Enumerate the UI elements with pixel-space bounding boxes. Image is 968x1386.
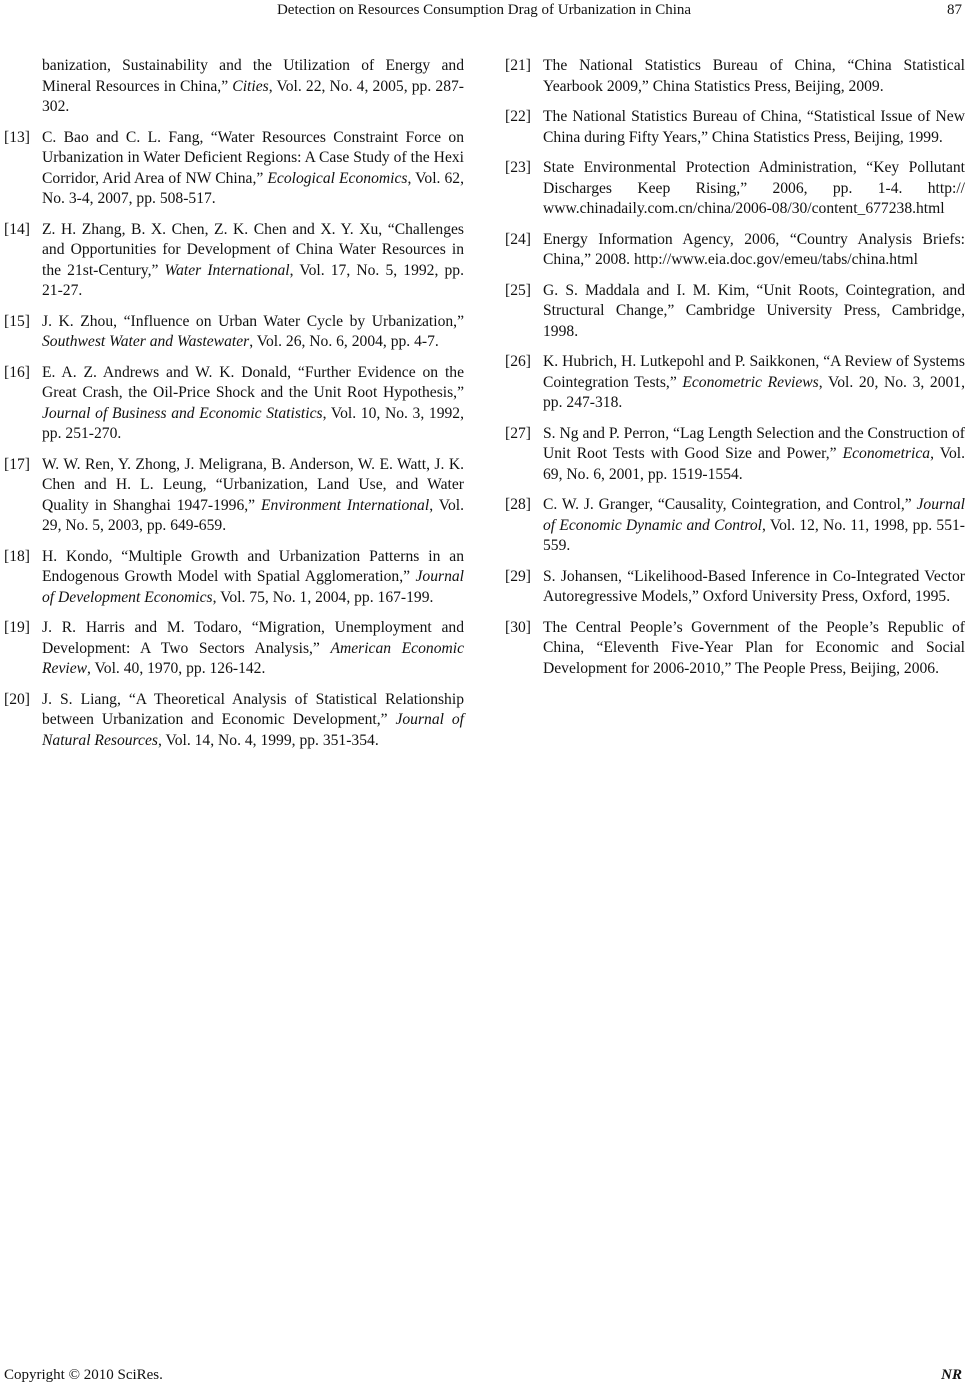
reference-text-part: W. W. Ren, Y. Zhong, J. Meligrana, B. Anderson, W. E. Watt, J. K. Chen and H. L. Leung, “Urbanization, Land Use, and Water Quality in Shanghai 1947-1996,” bbox=[42, 455, 464, 514]
reference-item bbox=[505, 230, 965, 271]
reference-text-part: , Vol. 29, No. 5, 2003, pp. 649-659. bbox=[42, 496, 464, 534]
reference-number: [18] bbox=[4, 547, 30, 565]
reference-text bbox=[42, 618, 464, 680]
reference-number: [21] bbox=[505, 57, 531, 74]
reference-item bbox=[4, 220, 464, 302]
reference-text bbox=[42, 455, 464, 537]
reference-text-part: banization, Sustainability and the Utilization of Energy and Mineral Resources in China,” bbox=[42, 57, 464, 95]
reference-number: [26] bbox=[505, 353, 531, 370]
reference-text-part: , Vol. 40, 1970, pp. 126-142. bbox=[87, 660, 266, 677]
reference-journal-title: Environment International bbox=[261, 496, 430, 514]
reference-item bbox=[505, 158, 965, 220]
reference-text-part: H. Kondo, “Multiple Growth and Urbanization Patterns in an Endogenous Growth Model with Spatial Agglomeration,” bbox=[42, 547, 464, 585]
reference-text-part: , Vol. 69, No. 6, 2001, pp. 1519-1554. bbox=[543, 445, 965, 483]
reference-item bbox=[4, 690, 464, 752]
reference-number: [23] bbox=[505, 159, 531, 176]
reference-journal-title: Journal of Natural Resources bbox=[42, 711, 464, 749]
reference-number: [19] bbox=[4, 619, 30, 636]
reference-number: [14] bbox=[4, 220, 30, 238]
reference-text-part: K. Hubrich, H. Lutkepohl and P. Saikkonen, “A Review of Systems Cointegration Tests,” bbox=[543, 353, 965, 391]
reference-text-part: The National Statistics Bureau of China, “Statistical Issue of New China during Fifty Years,” China Statistics Press, Beijing, 1999. bbox=[543, 108, 965, 146]
reference-text-part: , Vol. 75, No. 1, 2004, pp. 167-199. bbox=[212, 588, 434, 606]
reference-text-part: Energy Information Agency, 2006, “Country Analysis Briefs: China,” 2008. http://www.eia.doc.gov/emeu/tabs/china.html bbox=[543, 230, 965, 268]
reference-number: [17] bbox=[4, 455, 30, 473]
reference-text-part: , Vol. 62, No. 3-4, 2007, pp. 508-517. bbox=[42, 169, 465, 207]
reference-text bbox=[543, 567, 965, 608]
copyright-notice: Copyright © 2010 SciRes. bbox=[4, 1367, 163, 1383]
reference-text-part: , Vol. 20, No. 3, 2001, pp. 247-318. bbox=[543, 373, 965, 411]
reference-item bbox=[4, 547, 464, 609]
reference-text-part: C. W. J. Granger, “Causality, Cointegration, and Control,” bbox=[543, 496, 917, 513]
reference-journal-title: Journal of Economic Dynamic and Control bbox=[543, 496, 965, 534]
reference-text-part: State Environmental Protection Administration, “Key Pollutant Discharges Keep Rising,” 2006, pp. 1-4. http:// www.chinadaily.com.cn/china/2006-08/30/content_677238.html bbox=[543, 159, 965, 217]
reference-text-part: , Vol. 22, No. 4, 2005, pp. 287-302. bbox=[42, 77, 464, 115]
reference-continuation bbox=[4, 56, 464, 118]
reference-text-part: Z. H. Zhang, B. X. Chen, Z. K. Chen and X. Y. Xu, “Challenges and Opportunities for Development of China Water Resources in the 21st-Century,” bbox=[42, 220, 464, 279]
reference-text-part: , Vol. 10, No. 3, 1992, pp. 251-270. bbox=[42, 404, 464, 442]
reference-number: [28] bbox=[505, 496, 531, 513]
reference-journal-title: American Economic Review bbox=[42, 639, 465, 677]
reference-item bbox=[4, 128, 464, 210]
reference-item bbox=[505, 56, 965, 97]
reference-journal-title: Journal of Development Economics bbox=[42, 568, 464, 606]
reference-number: [24] bbox=[505, 230, 531, 248]
reference-text bbox=[543, 158, 965, 220]
reference-text bbox=[543, 424, 965, 486]
reference-text bbox=[543, 281, 965, 343]
reference-number: [25] bbox=[505, 281, 531, 299]
reference-text bbox=[543, 352, 965, 414]
reference-journal-title: Econometrica bbox=[842, 445, 931, 462]
reference-text bbox=[42, 363, 464, 445]
reference-text-part: G. S. Maddala and I. M. Kim, “Unit Roots, Cointegration, and Structural Change,” Cambridge University Press, Cambridge, 1998. bbox=[543, 281, 965, 340]
journal-abbreviation: NR bbox=[941, 1367, 962, 1383]
running-title: Detection on Resources Consumption Drag of Urbanization in China bbox=[276, 2, 692, 18]
reference-text-part: , Vol. 14, No. 4, 1999, pp. 351-354. bbox=[157, 731, 379, 749]
reference-item bbox=[505, 618, 965, 680]
reference-text-part: J. R. Harris and M. Todaro, “Migration, Unemployment and Development: A Two Sectors Analysis,” bbox=[42, 619, 464, 657]
reference-text-part: E. A. Z. Andrews and W. K. Donald, “Further Evidence on the Great Crash, the Oil-Price Shock and the Unit Root Hypothesis,” bbox=[42, 363, 464, 401]
reference-item bbox=[505, 107, 965, 148]
reference-number: [29] bbox=[505, 567, 531, 585]
left-column bbox=[4, 56, 464, 761]
reference-text bbox=[543, 230, 965, 271]
reference-text bbox=[543, 495, 965, 557]
page-footer bbox=[0, 1365, 968, 1385]
reference-journal-title: Southwest Water and Wastewater bbox=[42, 333, 250, 350]
reference-number: [13] bbox=[4, 128, 30, 146]
reference-item bbox=[505, 424, 965, 486]
reference-list-right bbox=[505, 56, 965, 679]
reference-text bbox=[543, 56, 965, 97]
reference-number: [20] bbox=[4, 690, 30, 708]
page-number: 87 bbox=[947, 2, 962, 18]
reference-text bbox=[543, 107, 965, 148]
right-column bbox=[505, 56, 965, 689]
reference-item bbox=[505, 495, 965, 557]
reference-list-left bbox=[4, 128, 464, 752]
reference-text-part: J. S. Liang, “A Theoretical Analysis of Statistical Relationship between Urbanization and Economic Development,” bbox=[42, 690, 464, 728]
reference-number: [27] bbox=[505, 424, 531, 442]
reference-text bbox=[42, 690, 464, 752]
reference-text-part: S. Johansen, “Likelihood-Based Inference in Co-Integrated Vector Autoregressive Models,” Oxford University Press, Oxford, 1995. bbox=[543, 567, 965, 605]
reference-text bbox=[42, 312, 464, 353]
reference-number: [30] bbox=[505, 618, 531, 636]
reference-item bbox=[505, 352, 965, 414]
reference-item bbox=[505, 567, 965, 608]
reference-journal-title: Econometric Reviews bbox=[682, 373, 819, 391]
reference-text bbox=[42, 220, 464, 302]
reference-text-part: S. Ng and P. Perron, “Lag Length Selection and the Construction of Unit Root Tests with Good Size and Power,” bbox=[543, 424, 965, 462]
reference-text-part: , Vol. 26, No. 6, 2004, pp. 4-7. bbox=[249, 333, 439, 350]
reference-text-part: J. K. Zhou, “Influence on Urban Water Cycle by Urbanization,” bbox=[42, 312, 464, 330]
reference-item bbox=[4, 312, 464, 353]
reference-text-part: The Central People’s Government of the People’s Republic of China, “Eleventh Five-Year Plan for Economic and Social Development for 2006-2010,” The People Press, Beijing, 2006. bbox=[543, 618, 965, 677]
reference-text-part: The National Statistics Bureau of China, “China Statistical Yearbook 2009,” China Statistics Press, Beijing, 2009. bbox=[543, 57, 965, 95]
reference-number: [16] bbox=[4, 363, 30, 381]
reference-text bbox=[543, 618, 965, 680]
reference-item bbox=[505, 281, 965, 343]
reference-text bbox=[42, 547, 464, 609]
reference-number: [22] bbox=[505, 108, 531, 125]
reference-text bbox=[42, 128, 464, 210]
reference-journal-title: Cities bbox=[232, 77, 269, 95]
reference-item bbox=[4, 455, 464, 537]
reference-text-part: C. Bao and C. L. Fang, “Water Resources Constraint Force on Urbanization in Water Deficient Regions: A Case Study of the Hexi Corridor, Arid Area of NW China,” bbox=[42, 128, 464, 187]
reference-text-part: , Vol. 17, No. 5, 1992, pp. 21-27. bbox=[42, 261, 464, 299]
reference-item bbox=[4, 363, 464, 445]
page-header bbox=[0, 0, 968, 20]
reference-item bbox=[4, 618, 464, 680]
reference-journal-title: Ecological Economics bbox=[267, 169, 408, 187]
reference-journal-title: Journal of Business and Economic Statistics bbox=[42, 404, 323, 422]
reference-text-part: , Vol. 12, No. 11, 1998, pp. 551-559. bbox=[543, 516, 965, 554]
reference-journal-title: Water International bbox=[164, 261, 290, 279]
reference-number: [15] bbox=[4, 312, 30, 330]
